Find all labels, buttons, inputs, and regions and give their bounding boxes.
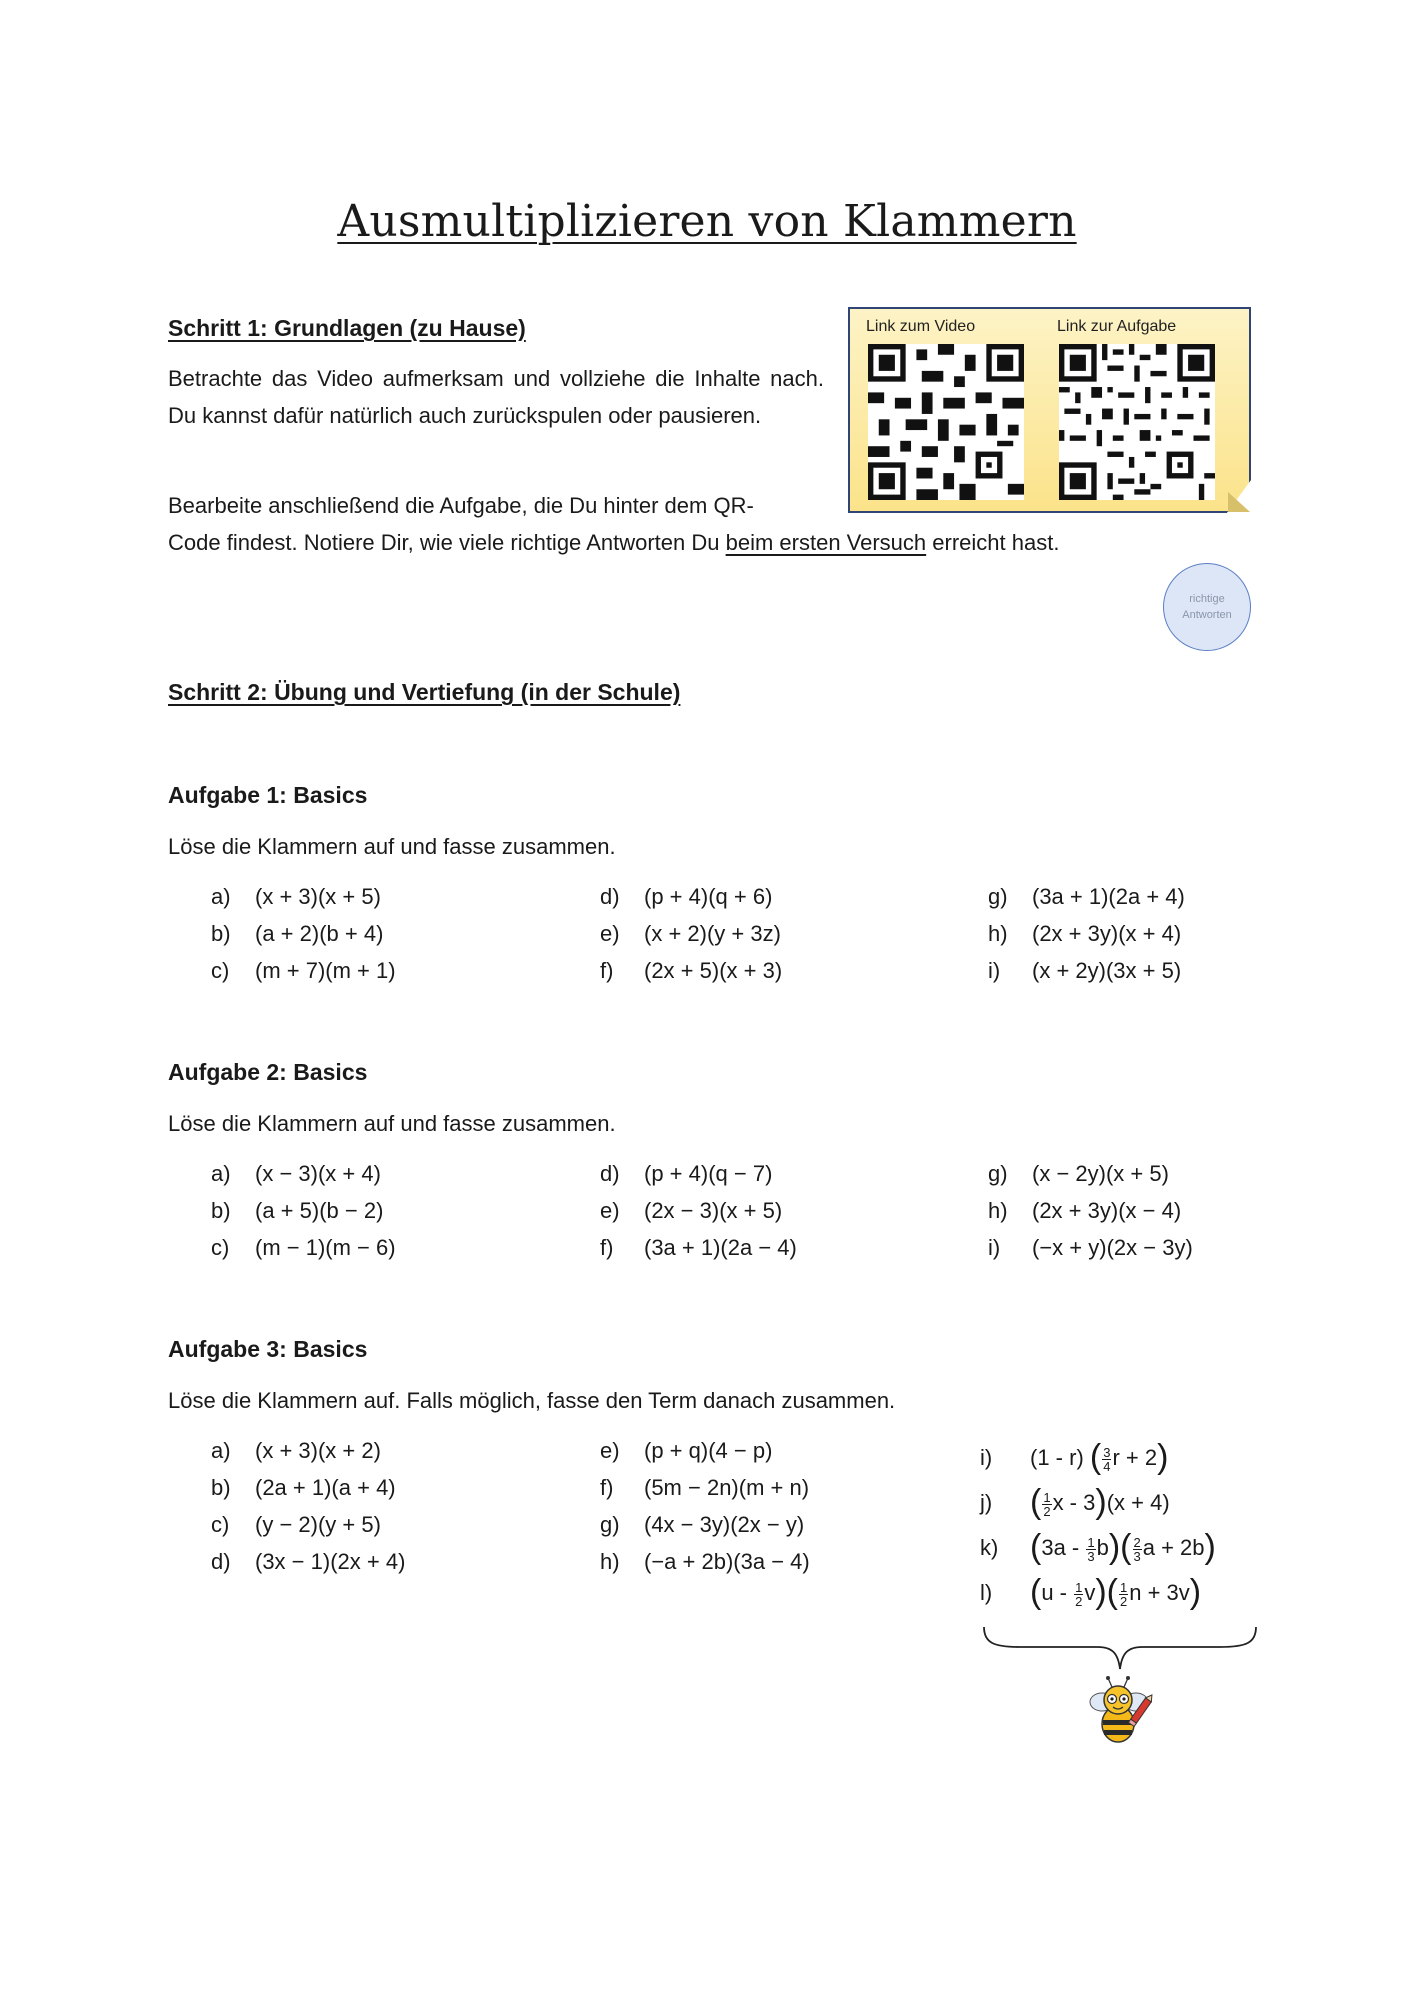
item-label: b) [211, 921, 231, 946]
fraction [1102, 1446, 1111, 1473]
fraction [1042, 1491, 1051, 1518]
list-item [988, 1235, 1193, 1261]
qr-video-label: Link zum Video [866, 318, 976, 335]
item-expression: (4x − 3y)(2x − y) [644, 1512, 805, 1537]
list-item-fraction: j) ( $\frac{1}{2}$ x - 3)(x + 4) [980, 1483, 1170, 1521]
item-expression-part: x - 3 [1052, 1490, 1096, 1515]
fraction [1074, 1581, 1083, 1608]
item-expression-part: (1 - r) [1030, 1445, 1084, 1470]
numerator: 3 [1103, 1444, 1111, 1460]
numerator: 2 [1133, 1534, 1141, 1550]
list-item [211, 884, 381, 910]
denominator: 3 [1133, 1548, 1141, 1564]
task2-heading: Aufgabe 2: Basics [168, 1059, 368, 1085]
task1-heading: Aufgabe 1: Basics [168, 782, 368, 808]
item-label: e) [600, 1438, 620, 1463]
list-item [988, 1198, 1181, 1224]
item-expression: (5m − 2n)(m + n) [644, 1475, 810, 1500]
circle-label: Antworten [1182, 609, 1232, 621]
item-label: d) [600, 884, 620, 909]
list-item [211, 958, 396, 984]
item-expression: (m − 1)(m − 6) [255, 1235, 396, 1260]
item-expression-part: v [1084, 1580, 1096, 1605]
qr-code-icon[interactable] [868, 344, 1024, 500]
item-label: l) [980, 1580, 993, 1605]
item-expression: (2x + 3y)(x + 4) [1032, 921, 1182, 946]
item-label: k) [980, 1535, 999, 1560]
item-label: c) [211, 958, 230, 983]
list-item [600, 1438, 772, 1464]
item-label: h) [988, 921, 1008, 946]
item-label: h) [600, 1549, 620, 1574]
list-item-fraction: i) (1 - r) ( $\frac{3}{4}$ r + 2) [980, 1438, 1169, 1476]
item-label: e) [600, 921, 620, 946]
item-expression: (p + 4)(q − 7) [644, 1161, 773, 1186]
sticky-note-fold [1228, 492, 1250, 512]
item-expression-part: a + 2b [1142, 1535, 1205, 1560]
task1-instruction: Löse die Klammern auf und fasse zusammen. [168, 834, 616, 859]
item-expression: (−x + y)(2x − 3y) [1032, 1235, 1193, 1260]
item-label: c) [211, 1512, 230, 1537]
list-item [211, 1198, 383, 1224]
numerator: 1 [1120, 1579, 1128, 1595]
denominator: 4 [1103, 1458, 1111, 1474]
qr-task-label: Link zur Aufgabe [1057, 318, 1177, 335]
paragraph-text: erreicht hast. [926, 530, 1060, 555]
item-label: b) [211, 1475, 231, 1500]
list-item [600, 958, 782, 984]
item-expression: (y − 2)(y + 5) [255, 1512, 381, 1537]
step1-paragraph-2-line-2 [168, 524, 1059, 561]
list-item [600, 884, 772, 910]
item-label: i) [988, 1235, 1001, 1260]
list-item [600, 1475, 809, 1501]
item-expression-part: 3a - [1041, 1535, 1086, 1560]
list-item [600, 1161, 772, 1187]
item-expression-part: (x + 4) [1106, 1490, 1170, 1515]
item-expression: (2x + 3y)(x − 4) [1032, 1198, 1182, 1223]
task3-instruction: Löse die Klammern auf. Falls möglich, fasse den Term danach zusammen. [168, 1388, 896, 1413]
list-item [988, 1161, 1169, 1187]
item-expression: (2a + 1)(a + 4) [255, 1475, 396, 1500]
item-expression: (2x − 3)(x + 5) [644, 1198, 783, 1223]
numerator: 1 [1075, 1579, 1083, 1595]
item-expression: (x + 3)(x + 5) [255, 884, 381, 909]
item-label: a) [211, 884, 231, 909]
fraction [1119, 1581, 1128, 1608]
item-expression-part: n + 3v [1129, 1580, 1190, 1605]
item-expression: (m + 7)(m + 1) [255, 958, 396, 983]
item-label: g) [600, 1512, 620, 1537]
item-label: i) [988, 958, 1001, 983]
task3-heading: Aufgabe 3: Basics [168, 1336, 368, 1362]
item-expression: (3a + 1)(2a − 4) [644, 1235, 797, 1260]
list-item [211, 1161, 381, 1187]
list-item-fraction: k) (3a - $\frac{1}{3}$ b)( $\frac{2}{3}$ a + 2b) [980, 1528, 1216, 1566]
denominator: 2 [1120, 1593, 1128, 1609]
item-expression: (2x + 5)(x + 3) [644, 958, 783, 983]
item-expression: (3x − 1)(2x + 4) [255, 1549, 406, 1574]
list-item [988, 884, 1185, 910]
item-expression: (x + 2)(y + 3z) [644, 921, 781, 946]
item-label: g) [988, 884, 1008, 909]
item-label: h) [988, 1198, 1008, 1223]
list-item-fraction: l) (u - $\frac{1}{2}$ v)( $\frac{1}{2}$ n + 3v) [980, 1573, 1202, 1611]
item-expression: (x + 3)(x + 2) [255, 1438, 381, 1463]
list-item [211, 1549, 405, 1575]
list-item [211, 1512, 381, 1538]
item-expression-part: r + 2 [1112, 1445, 1158, 1470]
item-label: a) [211, 1161, 231, 1186]
correct-answers-circle [1163, 563, 1251, 651]
item-label: a) [211, 1438, 231, 1463]
fraction [1133, 1536, 1142, 1563]
circle-label: richtige [1189, 593, 1225, 605]
step1-heading: Schritt 1: Grundlagen (zu Hause) [168, 315, 526, 341]
list-item [211, 1235, 396, 1261]
list-item [600, 1198, 782, 1224]
qr-code-icon[interactable] [1059, 344, 1215, 500]
list-item [600, 1549, 810, 1575]
list-item [600, 921, 781, 947]
numerator: 1 [1043, 1489, 1051, 1505]
item-expression: (p + q)(4 − p) [644, 1438, 773, 1463]
item-expression: (−a + 2b)(3a − 4) [644, 1549, 810, 1574]
list-item [988, 958, 1181, 984]
task2-instruction: Löse die Klammern auf und fasse zusammen. [168, 1111, 616, 1136]
item-expression: (3a + 1)(2a + 4) [1032, 884, 1185, 909]
item-label: e) [600, 1198, 620, 1223]
numerator: 1 [1087, 1534, 1095, 1550]
list-item [600, 1512, 804, 1538]
denominator: 2 [1075, 1593, 1083, 1609]
item-label: g) [988, 1161, 1008, 1186]
paragraph-text: Code findest. Notiere Dir, wie viele richtige Antworten Du [168, 530, 726, 555]
item-expression: (p + 4)(q + 6) [644, 884, 773, 909]
item-expression: (a + 2)(b + 4) [255, 921, 384, 946]
list-item [988, 921, 1181, 947]
step2-heading: Schritt 2: Übung und Vertiefung (in der Schule) [168, 679, 681, 705]
item-expression: (x + 2y)(3x + 5) [1032, 958, 1182, 983]
item-expression: (x − 2y)(x + 5) [1032, 1161, 1169, 1186]
list-item [211, 1475, 396, 1501]
item-expression-part: b [1096, 1535, 1109, 1560]
list-item [211, 1438, 381, 1464]
item-label: i) [980, 1445, 993, 1470]
step1-paragraph-2-line-1: Bearbeite anschließend die Aufgabe, die Du hinter dem QR- [168, 493, 754, 518]
item-label: d) [600, 1161, 620, 1186]
item-label: f) [600, 1235, 614, 1260]
list-item [600, 1235, 797, 1261]
item-label: f) [600, 958, 614, 983]
item-label: d) [211, 1549, 231, 1574]
denominator: 2 [1043, 1503, 1051, 1519]
denominator: 3 [1087, 1548, 1095, 1564]
list-item [211, 921, 383, 947]
item-label: b) [211, 1198, 231, 1223]
step1-paragraph-1: Betrachte das Video aufmerksam und vollziehe die Inhalte nach. Du kannst dafür natürlich auch zurückspulen oder pausieren. [168, 366, 824, 428]
bee-with-pencil-icon [1080, 1672, 1160, 1752]
item-expression: (a + 5)(b − 2) [255, 1198, 384, 1223]
item-expression: (x − 3)(x + 4) [255, 1161, 381, 1186]
fraction [1086, 1536, 1095, 1563]
page-title: Ausmultiplizieren von Klammern [337, 196, 1077, 247]
item-expression-part: u - [1041, 1580, 1074, 1605]
first-attempt-emphasis: beim ersten Versuch [725, 530, 927, 555]
item-label: c) [211, 1235, 230, 1260]
item-label: j) [980, 1490, 993, 1515]
item-label: f) [600, 1475, 614, 1500]
